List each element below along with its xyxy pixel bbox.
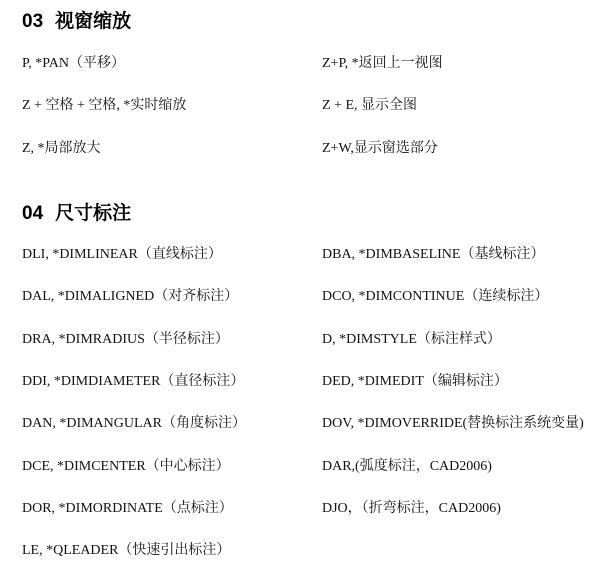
command-entry: DED, *DIMEDIT（编辑标注） — [322, 374, 508, 389]
command-row — [0, 54, 600, 74]
command-entry: DAL, *DIMALIGNED（对齐标注） — [22, 289, 239, 304]
section-number: 04 — [22, 203, 44, 224]
command-row — [0, 414, 600, 434]
command-row — [0, 330, 600, 350]
command-row — [0, 96, 600, 116]
command-row — [0, 245, 600, 265]
command-entry: Z+W,显示窗选部分 — [322, 141, 438, 156]
command-entry: P, *PAN（平移） — [22, 56, 125, 71]
section-heading-view-zoom — [22, 12, 131, 31]
section-title: 视窗缩放 — [55, 11, 132, 32]
command-entry: DOR, *DIMORDINATE（点标注） — [22, 501, 233, 516]
command-entry: DJO，（折弯标注，CAD2006) — [322, 501, 501, 516]
command-entry: D, *DIMSTYLE（标注样式） — [322, 332, 501, 347]
command-entry: DBA, *DIMBASELINE（基线标注） — [322, 247, 545, 262]
command-row — [0, 287, 600, 307]
command-entry: Z + E, 显示全图 — [322, 98, 417, 113]
command-entry: DRA, *DIMRADIUS（半径标注） — [22, 332, 229, 347]
command-row — [0, 457, 600, 477]
command-entry: DDI, *DIMDIAMETER（直径标注） — [22, 374, 245, 389]
command-row — [0, 499, 600, 519]
command-entry: Z + 空格 + 空格, *实时缩放 — [22, 98, 187, 113]
command-row — [0, 541, 600, 561]
command-entry: DCO, *DIMCONTINUE（连续标注） — [322, 289, 549, 304]
command-entry: DLI, *DIMLINEAR（直线标注） — [22, 247, 222, 262]
command-entry: LE, *QLEADER（快速引出标注） — [22, 543, 231, 558]
section-heading-dimension — [22, 204, 131, 223]
command-entry: Z+P, *返回上一视图 — [322, 56, 443, 71]
command-entry: Z, *局部放大 — [22, 141, 101, 156]
command-row — [0, 139, 600, 159]
command-entry: DAR,(弧度标注，CAD2006) — [322, 459, 492, 474]
command-entry: DCE, *DIMCENTER（中心标注） — [22, 459, 230, 474]
command-row — [0, 372, 600, 392]
command-entry: DOV, *DIMOVERRIDE(替换标注系统变量) — [322, 416, 584, 431]
section-number: 03 — [22, 11, 44, 32]
command-entry: DAN, *DIMANGULAR（角度标注） — [22, 416, 246, 431]
section-title: 尺寸标注 — [55, 203, 132, 224]
